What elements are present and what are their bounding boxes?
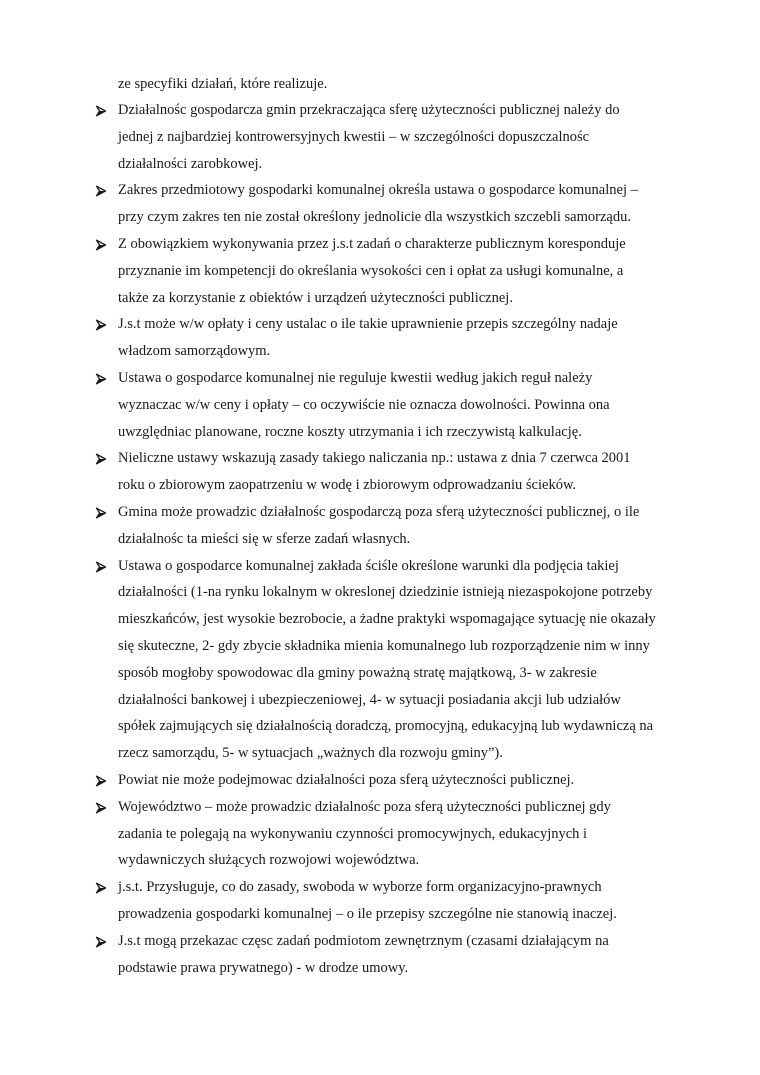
list-item-line: roku o zbiorowym zaopatrzeniu w wodę i zbiorowym odprowadzaniu ścieków. (118, 477, 577, 494)
arrowhead-bullet-icon (95, 239, 107, 251)
list-item-line: przyznanie im kompetencji do określania wysokości cen i opłat za usługi komunalne, a (118, 262, 624, 279)
list-item-line: działalności zarobkowej. (118, 155, 263, 172)
list-item (95, 553, 695, 767)
list-item-line: Z obowiązkiem wykonywania przez j.s.t zadań o charakterze publicznym koresponduje (118, 235, 626, 252)
list-item-line: wyznaczac w/w ceny i opłaty – co oczywiście nie oznacza dowolności. Powinna ona (118, 396, 610, 413)
list-item-line: prowadzenia gospodarki komunalnej – o ile przepisy szczególne nie stanowią inaczej. (118, 905, 617, 922)
arrowhead-bullet-icon (95, 882, 107, 894)
list-item (95, 445, 695, 499)
list-item (95, 311, 695, 365)
list-item-line: zadania te polegają na wykonywaniu czynności promocywjnych, edukacyjnych i (118, 825, 588, 842)
list-item-line: działalności (1-na rynku lokalnym w okreslonej dziedzinie istnieją niezaspokojone potrzeby (118, 584, 653, 601)
list-item (95, 365, 695, 445)
list-item-line: Zakres przedmiotowy gospodarki komunalnej określa ustawa o gospodarce komunalnej – (118, 182, 638, 199)
list-item-line: podstawie prawa prywatnego) - w drodze umowy. (118, 959, 409, 976)
list-item (95, 794, 695, 874)
list-item (95, 928, 695, 982)
list-item-line: j.s.t. Przysługuje, co do zasady, swoboda w wyborze form organizacyjno-prawnych (118, 879, 602, 896)
arrowhead-bullet-icon (95, 936, 107, 948)
list-item-line: wydawniczych służących rozwojowi województwa. (118, 852, 420, 869)
list-item-line: Działalnośc gospodarcza gmin przekraczająca sferę użyteczności publicznej należy do (118, 102, 620, 118)
arrowhead-bullet-icon (95, 507, 107, 519)
list-item-line: Ustawa o gospodarce komunalnej zakłada ściśle określone warunki dla podjęcia takiej (118, 557, 619, 574)
list-item-line: się skuteczne, 2- gdy zbycie składnika mienia komunalnego lub rozporządzenie nim w inny (118, 637, 650, 654)
list-item (95, 874, 695, 928)
list-item-line: władzom samorządowym. (118, 343, 271, 360)
list-item (95, 231, 695, 311)
list-item-line: Gmina może prowadzic działalnośc gospodarczą poza sferą użyteczności publicznej, o ile (118, 503, 640, 520)
arrowhead-bullet-icon (95, 373, 107, 385)
list-item-line: sposób mogłoby spowodowac dla gminy poważną stratę majątkową, 3- w zakresie (118, 664, 597, 681)
arrowhead-bullet-icon (95, 775, 107, 787)
arrowhead-bullet-icon (95, 561, 107, 573)
list-item-line: działalności bankowej i ubezpieczeniowej, 4- w sytuacji posiadania akcji lub udziałów (118, 691, 621, 708)
list-item-line: J.s.t mogą przekazac częsc zadań podmiotom zewnętrznym (czasami działającym na (118, 932, 609, 949)
list-item-line: J.s.t może w/w opłaty i ceny ustalac o ile takie uprawnienie przepis szczególny nadaje (118, 316, 618, 333)
list-item-line: także za korzystanie z obiektów i urządzeń użyteczności publicznej. (118, 289, 513, 306)
list-item-line: mieszkańców, jest wysokie bezrobocie, a żadne praktyki wspomagające sytuację nie okazały (118, 611, 656, 628)
arrowhead-bullet-icon (95, 802, 107, 814)
list-item (95, 499, 695, 553)
arrowhead-bullet-icon (95, 453, 107, 465)
list-item-line: uwzględniac planowane, roczne koszty utrzymania i ich rzeczywistą kalkulację. (118, 423, 582, 440)
list-item-line: Województwo – może prowadzic działalnośc poza sferą użyteczności publicznej gdy (118, 798, 611, 815)
list-item-line: Nieliczne ustawy wskazują zasady takiego naliczania np.: ustawa z dnia 7 czerwca 2001 (118, 450, 631, 467)
arrowhead-bullet-icon (95, 185, 107, 197)
lead-line: ze specyfiki działań, które realizuje. (118, 76, 328, 92)
list-item-line: działalnośc ta mieści się w sferze zadań własnych. (118, 530, 411, 547)
list-item (95, 177, 695, 231)
bullet-list (95, 97, 695, 981)
list-item-line: Powiat nie może podejmowac działalności poza sferą użyteczności publicznej. (118, 771, 575, 788)
list-item (95, 767, 695, 794)
list-item-line: przy czym zakres ten nie został określony jednolicie dla wszystkich szczebli samorządu. (118, 209, 631, 226)
arrowhead-bullet-icon (95, 319, 107, 331)
list-item-line: spółek zajmujących się działalnością doradczą, promocyjną, edukacyjną lub wydawniczą na (118, 718, 654, 735)
list-item-line: jednej z najbardziej kontrowersyjnych kwestii – w szczególności dopuszczalnośc (118, 128, 590, 145)
list-item-line: Ustawa o gospodarce komunalnej nie reguluje kwestii według jakich reguł należy (118, 369, 593, 386)
arrowhead-bullet-icon (95, 105, 107, 117)
list-item (95, 97, 695, 177)
list-item-line: rzecz samorządu, 5- w sytuacjach „ważnych dla rozwoju gminy”). (118, 745, 503, 762)
